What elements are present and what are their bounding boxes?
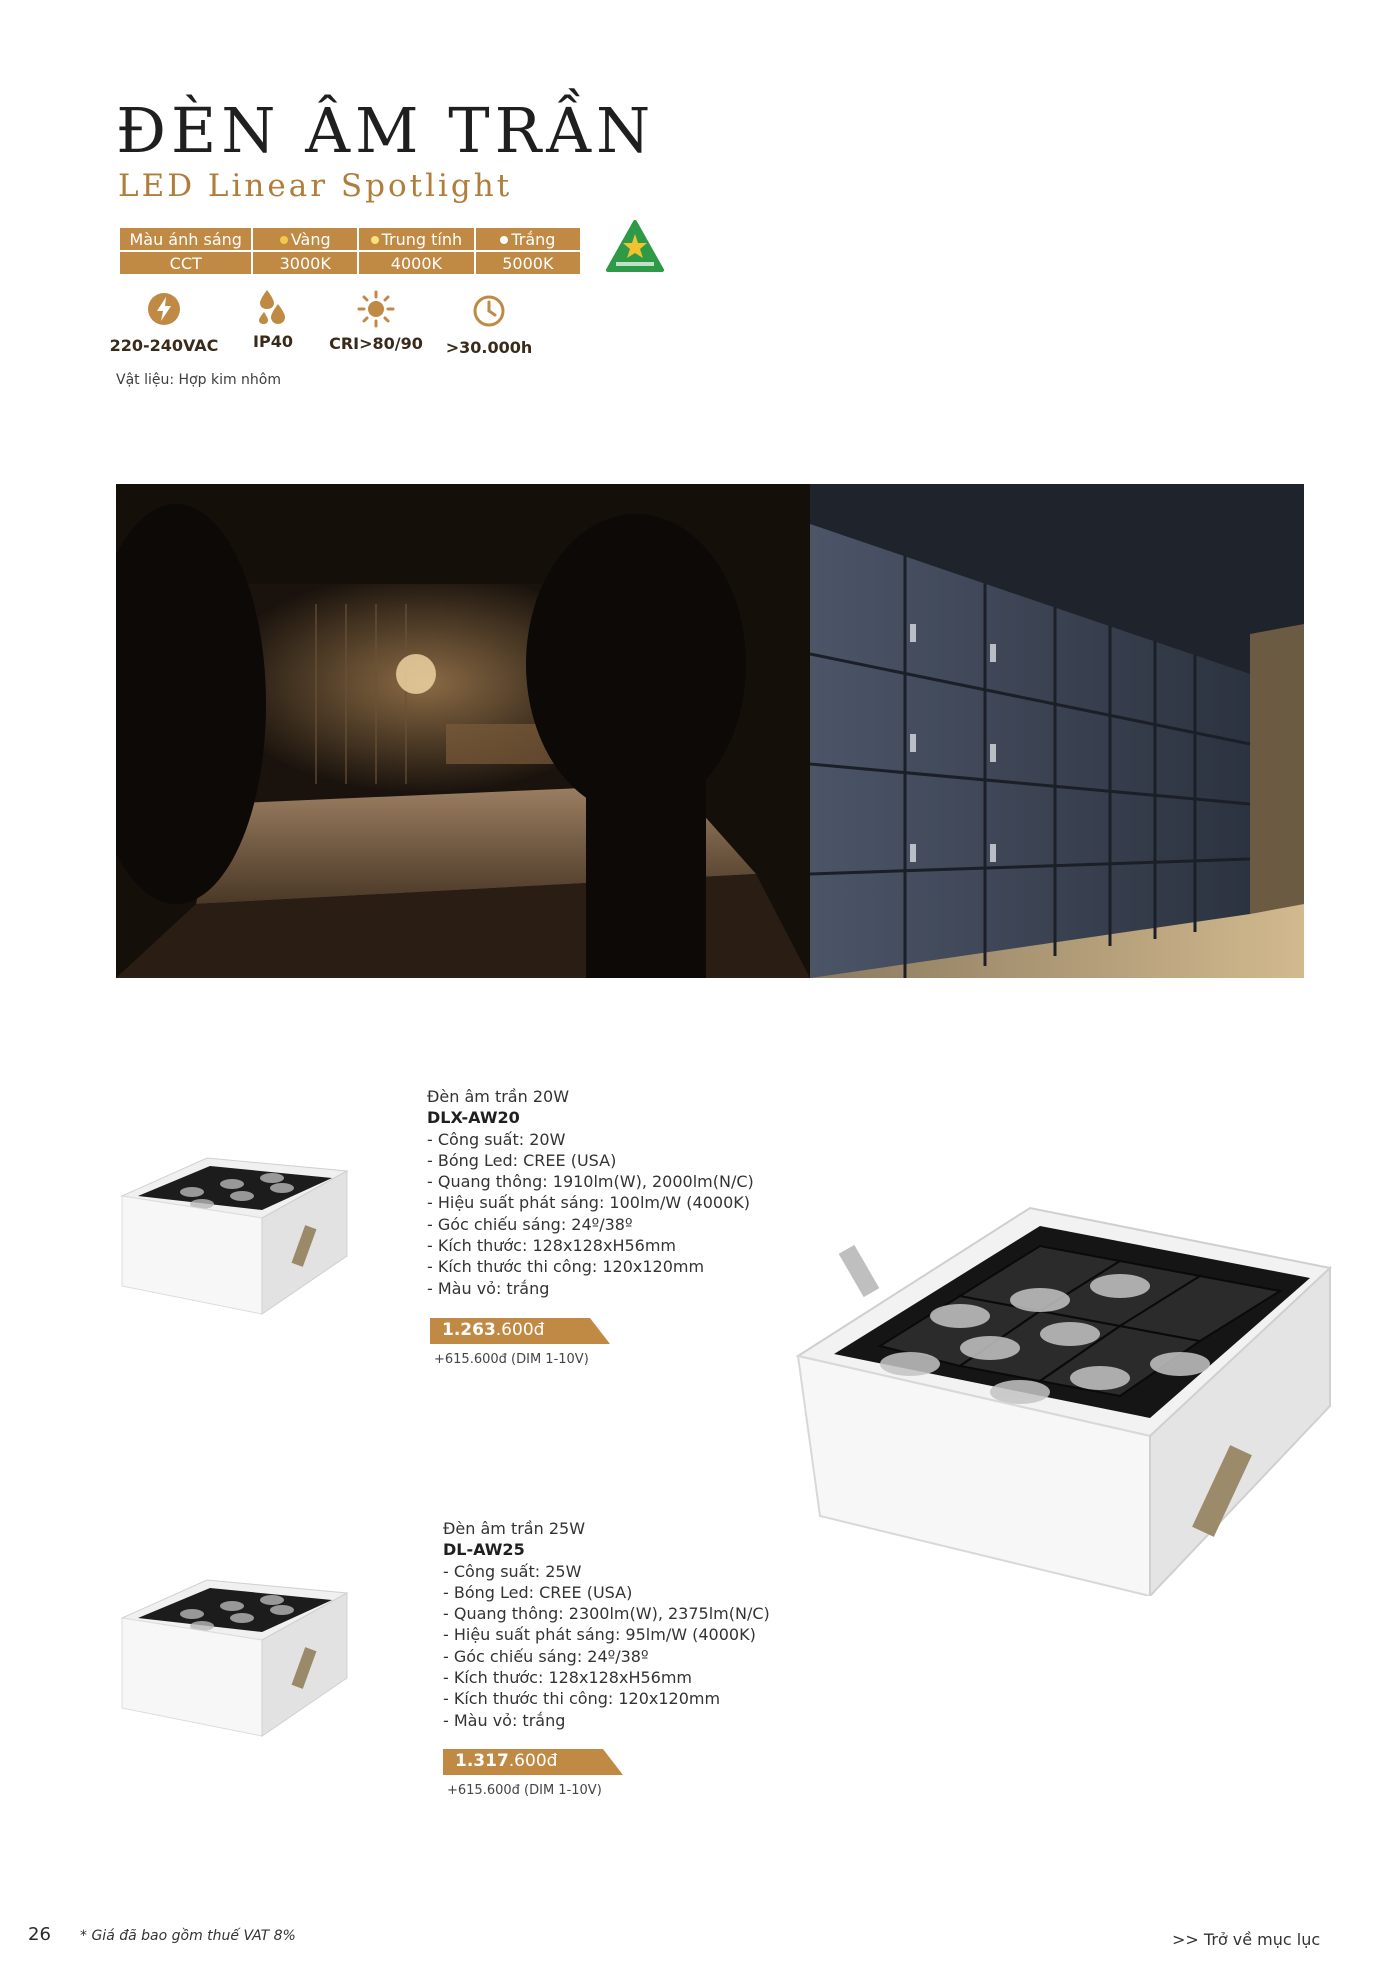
dim-price-note: +615.600đ (DIM 1-10V) [447,1783,602,1798]
spec-line: - Công suất: 25W [443,1561,582,1581]
sun-icon [357,290,395,328]
spec-line: - Góc chiếu sáng: 24º/38º [443,1646,649,1666]
back-to-toc-link[interactable]: >> Trở về mục lục [1172,1930,1321,1949]
spec-line: - Màu vỏ: trắng [427,1278,550,1298]
price-value: 1.317.600đ [455,1751,558,1771]
product-card-dlx-aw20 [427,1086,754,1299]
spec-cri [311,290,441,353]
cct-option-neutral: Trung tính [358,227,475,251]
spec-line: - Kích thước thi công: 120x120mm [443,1689,721,1709]
white-dot-icon [500,236,508,244]
spec-ip-label: IP40 [253,332,293,351]
cct-value-3000k: 3000K [252,251,358,275]
water-drops-icon [256,288,290,326]
spec-voltage-label: 220-240VAC [109,336,219,355]
spec-cri-label: CRI>80/90 [329,334,423,353]
cct-header-label: Màu ánh sáng [119,227,252,251]
product-hero-image [790,1196,1350,1596]
lounge-photo [116,484,810,978]
spec-line: - Màu vỏ: trắng [443,1710,566,1730]
price-tag-dlx-aw20 [430,1318,610,1348]
cct-table [118,226,582,276]
price-value: 1.263.600đ [442,1320,545,1340]
neutral-dot-icon [371,236,379,244]
product-name: Đèn âm trần 20W [427,1087,570,1106]
spec-line: - Góc chiếu sáng: 24º/38º [427,1214,633,1234]
warm-dot-icon [280,236,288,244]
spec-line: - Công suất: 20W [427,1129,566,1149]
spec-line: - Quang thông: 2300lm(W), 2375lm(N/C) [443,1604,770,1624]
cct-value-5000k: 5000K [475,251,581,275]
cct-row-label: CCT [119,251,252,275]
cct-option-warm: Vàng [252,227,358,251]
product-name: Đèn âm trần 25W [443,1519,586,1538]
certification-badge-icon [606,220,664,276]
cct-option-white: Trắng [475,227,581,251]
spec-line: - Bóng Led: CREE (USA) [427,1150,617,1170]
product-model: DLX-AW20 [427,1108,520,1128]
page-title: ĐÈN ÂM TRẦN [116,94,656,167]
spec-line: - Kích thước: 128x128xH56mm [427,1236,677,1256]
cct-value-4000k: 4000K [358,251,475,275]
material-note: Vật liệu: Hợp kim nhôm [116,372,281,388]
locker-photo [810,484,1304,978]
spec-line: - Hiệu suất phát sáng: 95lm/W (4000K) [443,1625,756,1645]
spec-lifetime-label: >30.000h [445,338,533,357]
lightning-icon [147,292,181,326]
product-model: DL-AW25 [443,1540,525,1560]
product-image-dl-aw25 [112,1568,352,1738]
spec-line: - Kích thước: 128x128xH56mm [443,1668,693,1688]
spec-line: - Kích thước thi công: 120x120mm [427,1257,705,1277]
price-tag-dl-aw25 [443,1749,623,1779]
product-card-dl-aw25 [443,1518,770,1731]
page-subtitle: LED Linear Spotlight [118,168,513,204]
spec-line: - Hiệu suất phát sáng: 100lm/W (4000K) [427,1193,750,1213]
vat-note: * Giá đã bao gồm thuế VAT 8% [80,1928,296,1944]
product-image-dlx-aw20 [112,1146,352,1316]
page-number: 26 [28,1924,51,1945]
spec-line: - Quang thông: 1910lm(W), 2000lm(N/C) [427,1172,754,1192]
spec-lifetime [424,294,554,357]
spec-line: - Bóng Led: CREE (USA) [443,1582,633,1602]
dim-price-note: +615.600đ (DIM 1-10V) [434,1352,589,1367]
clock-icon [472,294,506,328]
